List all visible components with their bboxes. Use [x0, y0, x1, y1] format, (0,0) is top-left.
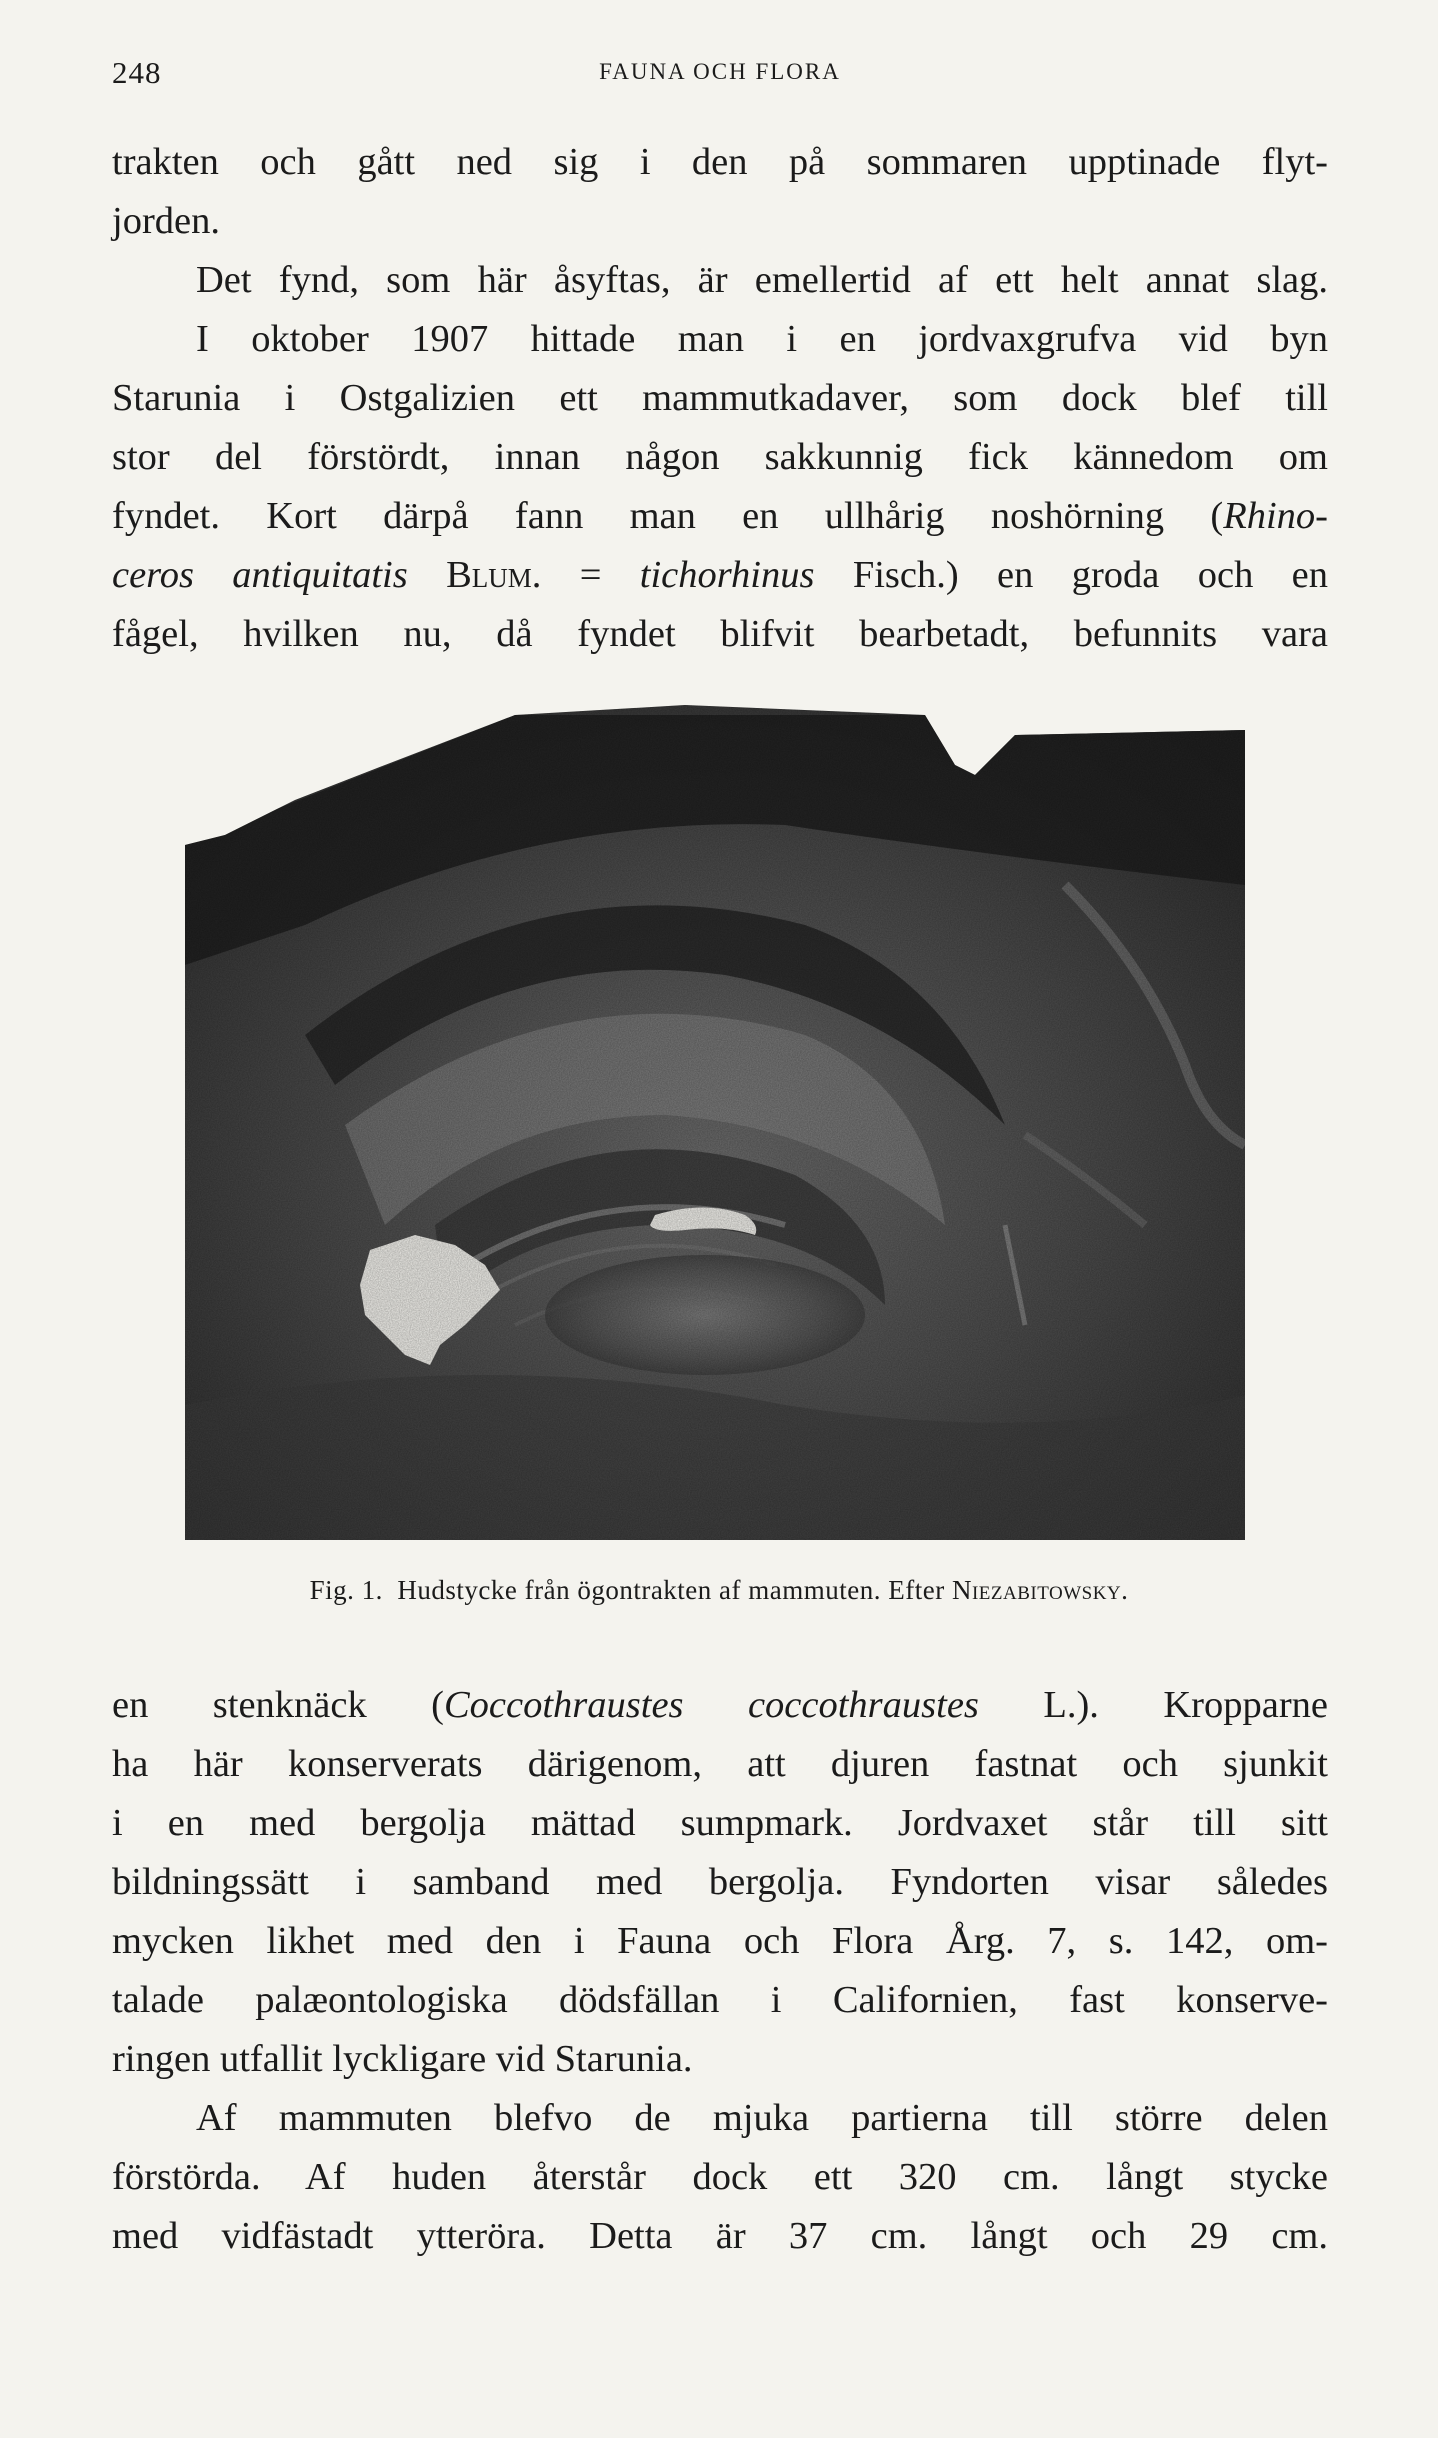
text-line: med vidfästadt ytteröra. Detta är 37 cm. långt och 29 cm. — [112, 2215, 1328, 2257]
text-line: ha här konserverats därigenom, att djuren fastnat och sjunkit — [112, 1743, 1328, 1785]
text-line: i en med bergolja mättad sumpmark. Jordvaxet står till sitt — [112, 1802, 1328, 1844]
text-line: mycken likhet med den i Fauna och Flora Årg. 7, s. 142, om- — [112, 1920, 1328, 1962]
text-run: fyndet. Kort därpå fann man en ullhårig noshörning ( — [112, 495, 1224, 537]
top-paragraphs — [112, 133, 1328, 664]
text-line: Starunia i Ostgalizien ett mammutkadaver, som dock blef till — [112, 377, 1328, 419]
text-run: L.). Kropparne — [978, 1684, 1328, 1726]
text-line — [112, 1676, 1328, 1735]
photograph-skin-piece — [185, 705, 1245, 1540]
text-run: = — [541, 554, 640, 596]
text-line — [112, 546, 1328, 605]
text-line: jorden. — [112, 200, 220, 242]
text-line: ringen utfallit lyckligare vid Starunia. — [112, 2038, 693, 2080]
text-line: stor del förstördt, innan någon sakkunnig fick kännedom om — [112, 436, 1328, 478]
text-line: talade palæontologiska dödsfällan i Californien, fast konserve- — [112, 1979, 1328, 2021]
page-number: 248 — [112, 55, 162, 90]
text-line: Det fynd, som här åsyftas, är emellertid af ett helt annat slag. — [196, 259, 1328, 301]
italic-term: tichorhinus — [639, 554, 815, 596]
text-run: Fisch.) en groda och en — [814, 554, 1328, 596]
text-line — [112, 487, 1328, 546]
text-line: I oktober 1907 hittade man i en jordvaxgrufva vid byn — [196, 318, 1328, 360]
italic-term: Rhino- — [1223, 495, 1328, 537]
caption-author: Niezabitowsky. — [951, 1575, 1129, 1605]
caption-text: Hudstycke från ögontrakten af mammuten. Efter — [397, 1575, 945, 1605]
italic-term: ceros antiquitatis — [112, 554, 408, 596]
text-line: trakten och gått ned sig i den på sommaren upptinade flyt- — [112, 141, 1328, 183]
figure-mammoth-skin — [185, 705, 1245, 1540]
running-head: FAUNA OCH FLORA — [599, 59, 841, 84]
author-name: Blum. — [446, 554, 542, 596]
text-line: fågel, hvilken nu, då fyndet blifvit bearbetadt, befunnits vara — [112, 613, 1328, 655]
text-run: en stenknäck ( — [112, 1684, 444, 1726]
text-line: förstörda. Af huden återstår dock ett 320 cm. långt stycke — [112, 2156, 1328, 2198]
figure-caption — [0, 1575, 1438, 1606]
bottom-paragraphs — [112, 1676, 1328, 2266]
text-line: Af mammuten blefvo de mjuka partierna till större delen — [196, 2097, 1328, 2139]
page-header — [112, 55, 1328, 95]
figure-label: Fig. 1. — [309, 1575, 383, 1605]
text-line: bildningssätt i samband med bergolja. Fyndorten visar således — [112, 1861, 1328, 1903]
italic-term: Coccothraustes coccothraustes — [443, 1684, 979, 1726]
